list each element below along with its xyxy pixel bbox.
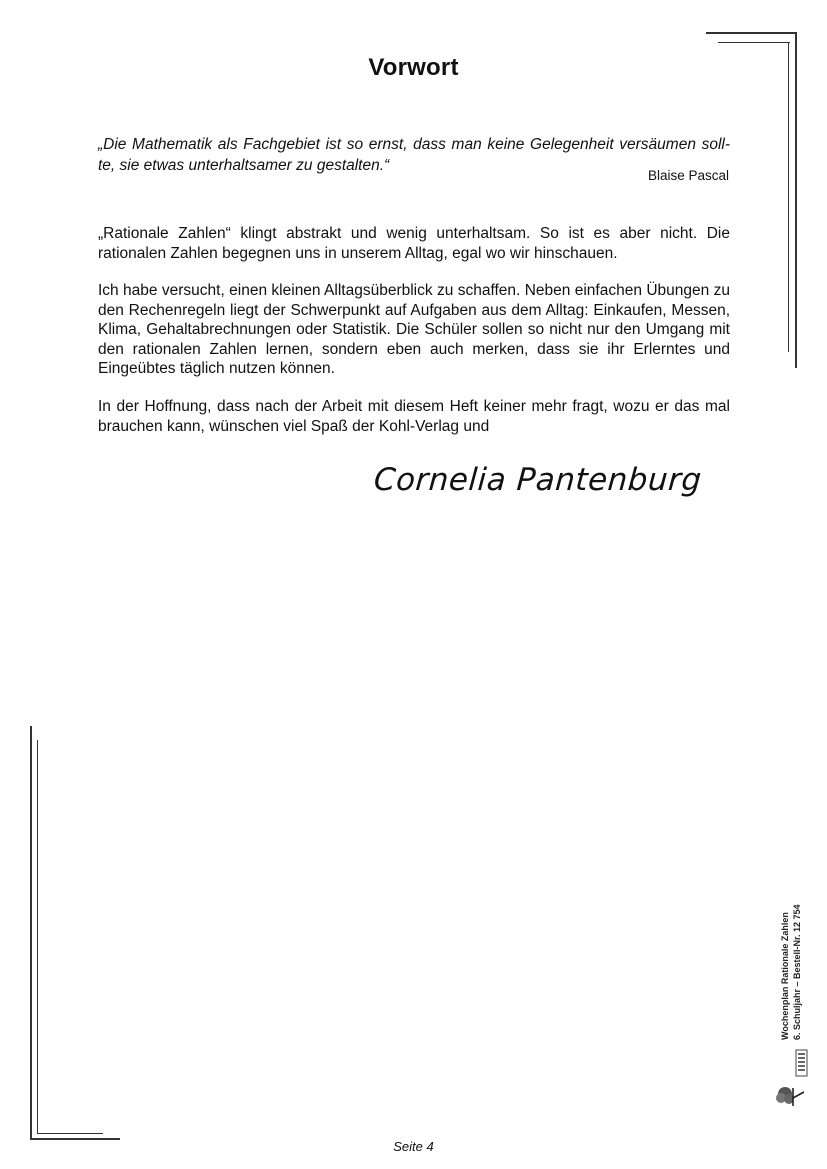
frame-line-bottom-left-v-inner	[37, 740, 38, 1134]
signature: Cornelia Pantenburg	[372, 462, 703, 498]
quote-author: Blaise Pascal	[647, 168, 729, 183]
paragraph-closing: In der Hoffnung, dass nach der Arbeit mit diesem Heft keiner mehr fragt, wozu er das mal brauchen kann, wünschen viel Spaß der Kohl-Verlag und	[98, 398, 730, 435]
sidebar-title: Wochenplan Rationale Zahlen	[780, 912, 790, 1040]
sidebar-publication-info	[770, 880, 810, 1040]
frame-line-top-right-v	[795, 32, 797, 368]
page-title: Vorwort	[368, 54, 459, 81]
quote-text: „Die Mathematik als Fachgebiet ist so ernst, dass man keine Gelegenheit versäumen soll-te, sie etwas unterhaltsamer zu gestalten.“	[98, 136, 730, 174]
frame-line-top-right-h	[706, 32, 796, 34]
publisher-logo	[776, 1048, 810, 1108]
tree-logo-icon	[776, 1048, 810, 1108]
paragraph-intro: „Rationale Zahlen“ klingt abstrakt und wenig unterhaltsam. So ist es aber nicht. Die rationalen Zahlen begegnen uns in unserem Alltag, egal wo wir hinschauen.	[98, 225, 730, 262]
paragraph-overview: Ich habe versucht, einen kleinen Alltagsüberblick zu schaffen. Neben einfachen Übungen zu den Rechenregeln liegt der Schwerpunkt auf Aufgaben aus dem Alltag: Einkaufen, Messen, Klima, Gehaltabrechnungen oder Statistik. Die Schüler sollen so nicht nur den Umgang mit den rationalen Zahlen lernen, sondern eben auch merken, dass sie ihr Erlerntes und Eingeübtes täglich nutzen können.	[98, 282, 730, 377]
sidebar-order-number: 6. Schuljahr – Bestell-Nr. 12 754	[792, 904, 802, 1040]
frame-line-top-right-v-inner	[788, 42, 789, 352]
page-number: Seite 4	[393, 1139, 434, 1154]
frame-line-bottom-left-h-inner	[37, 1133, 103, 1134]
frame-line-top-right-h-inner	[718, 42, 790, 43]
frame-line-bottom-left-v	[30, 726, 32, 1139]
